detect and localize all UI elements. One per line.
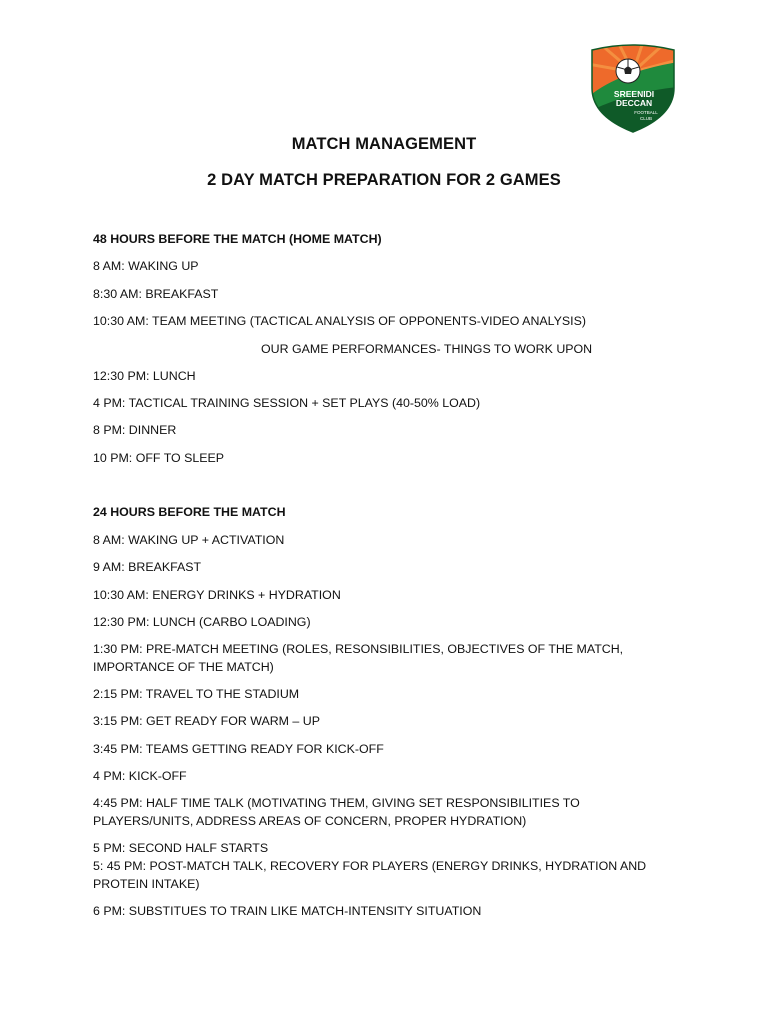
logo-text-4: CLUB: [639, 116, 653, 121]
list-item: 8 AM: WAKING UP: [93, 259, 199, 273]
list-item: 1:30 PM: PRE-MATCH MEETING (ROLES, RESONSIBILITIES, OBJECTIVES OF THE MATCH, IMPORTANCE OF THE MATCH): [93, 642, 624, 674]
page-subtitle: 2 DAY MATCH PREPARATION FOR 2 GAMES: [207, 171, 561, 189]
list-item: 8:30 AM: BREAKFAST: [93, 287, 219, 301]
list-item: 3:45 PM: TEAMS GETTING READY FOR KICK-OFF: [93, 742, 384, 756]
section-heading-48h: 48 HOURS BEFORE THE MATCH (HOME MATCH): [93, 232, 382, 246]
logo-text-1: SREENIDI: [613, 89, 655, 99]
club-logo: [588, 42, 678, 134]
list-item: 9 AM: BREAKFAST: [93, 560, 202, 574]
list-item: OUR GAME PERFORMANCES- THINGS TO WORK UPON: [261, 342, 593, 356]
logo-text-2: DECCAN: [615, 98, 653, 108]
list-item: 4 PM: KICK-OFF: [93, 769, 187, 783]
list-item: 12:30 PM: LUNCH: [93, 369, 196, 383]
section-heading-24h: 24 HOURS BEFORE THE MATCH: [93, 505, 286, 519]
list-item: 10:30 AM: TEAM MEETING (TACTICAL ANALYSIS OF OPPONENTS-VIDEO ANALYSIS): [93, 314, 586, 328]
list-item: 6 PM: SUBSTITUES TO TRAIN LIKE MATCH-INTENSITY SITUATION: [93, 904, 482, 918]
list-item: 8 PM: DINNER: [93, 423, 177, 437]
list-item: 4:45 PM: HALF TIME TALK (MOTIVATING THEM, GIVING SET RESPONSIBILITIES TO PLAYERS/UNITS, ADDRESS AREAS OF CONCERN, PROPER HYDRATION): [93, 796, 580, 828]
list-item: 10:30 AM: ENERGY DRINKS + HYDRATION: [93, 588, 341, 602]
logo-text-3: FOOTBALL: [634, 110, 658, 115]
list-item: 12:30 PM: LUNCH (CARBO LOADING): [93, 615, 311, 629]
list-item: 10 PM: OFF TO SLEEP: [93, 451, 225, 465]
list-item: 5 PM: SECOND HALF STARTS: [93, 841, 269, 855]
list-item: 4 PM: TACTICAL TRAINING SESSION + SET PLAYS (40-50% LOAD): [93, 396, 481, 410]
page-title: MATCH MANAGEMENT: [291, 135, 477, 153]
list-item: 5: 45 PM: POST-MATCH TALK, RECOVERY FOR PLAYERS (ENERGY DRINKS, HYDRATION AND PROTEIN INTAKE): [93, 859, 647, 891]
list-item: 8 AM: WAKING UP + ACTIVATION: [93, 533, 285, 547]
list-item: 3:15 PM: GET READY FOR WARM – UP: [93, 714, 320, 728]
football-icon: [616, 59, 640, 83]
list-item: 2:15 PM: TRAVEL TO THE STADIUM: [93, 687, 300, 701]
